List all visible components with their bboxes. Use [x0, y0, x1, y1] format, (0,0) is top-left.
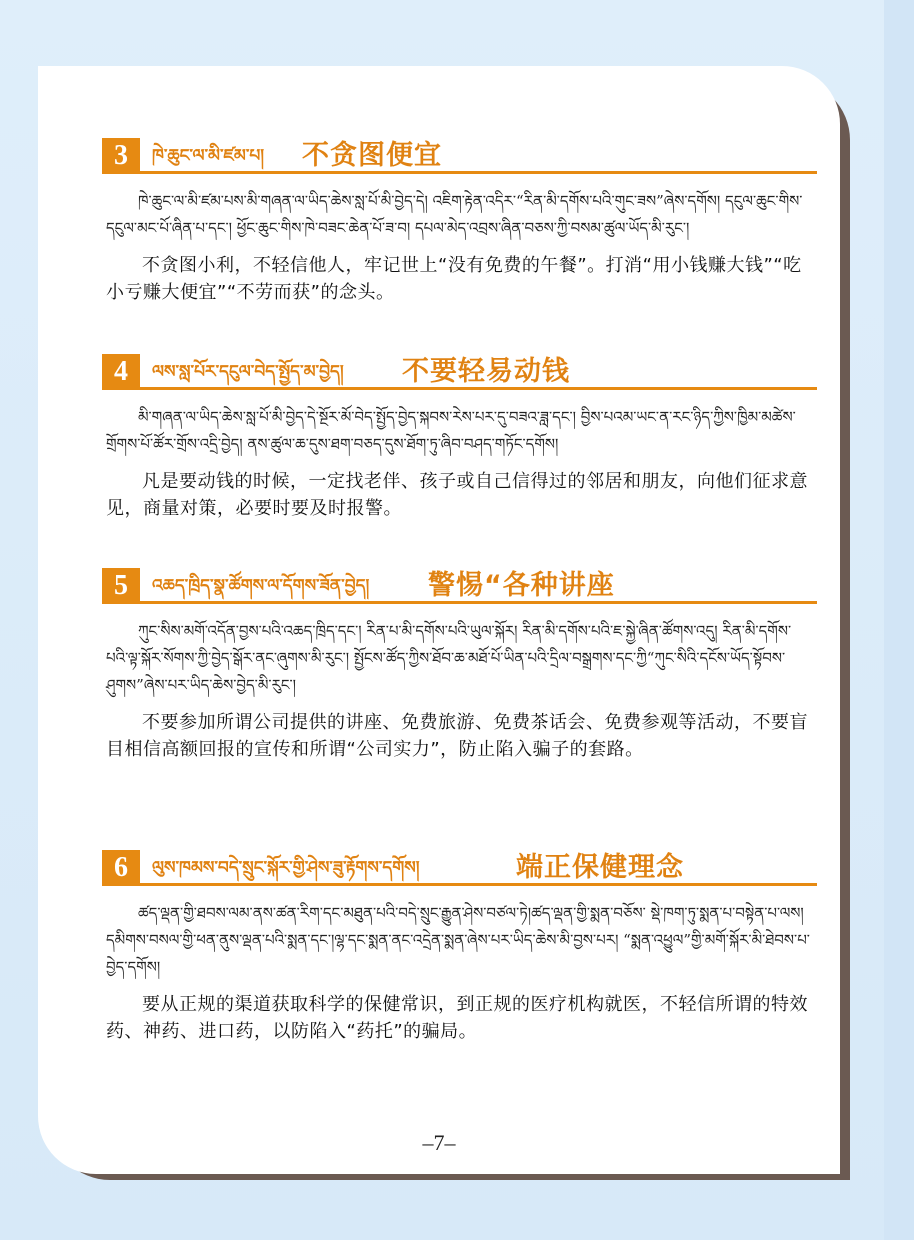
chinese-paragraph: 要从正规的渠道获取科学的保健常识，到正规的医疗机构就医，不轻信所谓的特效药、神药、进口药，以防陷入“药托”的骗局。: [106, 994, 808, 1042]
section-number: 3: [102, 138, 140, 172]
chinese-paragraph: 不要参加所谓公司提供的讲座、免费旅游、免费茶话会、免费参观等活动，不要盲目相信高额回报的宣传和所谓“公司实力”，防止陷入骗子的套路。: [106, 712, 808, 760]
page: [38, 66, 840, 1174]
chinese-paragraph: 凡是要动钱的时候，一定找老伴、孩子或自己信得过的邻居和朋友，向他们征求意见，商量对策，必要时要及时报警。: [106, 471, 808, 519]
chinese-title: 不要轻易动钱: [402, 356, 570, 387]
section-5: [102, 564, 817, 763]
chinese-title: 端正保健理念: [516, 852, 684, 883]
section-number: 6: [102, 850, 140, 884]
heading-rule: [102, 601, 817, 604]
section-4: [102, 350, 817, 522]
tibetan-paragraph: ཚད་ལྡན་གྱི་ཐབས་ལམ་ནས་ཚན་རིག་དང་མཐུན་པའི་བདེ་སྲུང་རྒྱུན་ཤེས་བཙལ་ཏེ།ཚད་ལྡན་གྱི་སྨན་བཅོས་ སྡེ་ཁག་ཏུ་སྨན་པ་བསྟེན་པ་ལས།དམིགས་བསལ་གྱི་ཕན་ནུས་ལྡན་པའི་སྨན་དང་།ལྷ་དང་སྨན་ནང་འདྲེན་སྨན་ཞེས་པར་ཡིད་ཆེས་མི་བྱས་པར། “སྨན་འཕྱུལ”གྱི་མགོ་སྐོར་མི་ཐེབས་པ་བྱེད་དགོས།: [106, 904, 810, 976]
section-6: [102, 846, 817, 1045]
section-number: 4: [102, 354, 140, 388]
section-heading: [102, 134, 817, 174]
chinese-title: 警惕“各种讲座: [428, 570, 615, 601]
section-3: [102, 134, 817, 306]
section-number: 5: [102, 568, 140, 602]
tibetan-title: ཁེ་ཆུང་ལ་མི་ཛམ་པ།: [152, 146, 265, 166]
heading-rule: [102, 171, 817, 174]
chinese-title: 不贪图便宜: [302, 140, 442, 171]
tibetan-title: ལུས་ཁམས་བདེ་སྲུང་སྐོར་གྱི་ཤེས་ཟུ་རྟོགས་དགོས།: [152, 858, 420, 878]
heading-rule: [102, 387, 817, 390]
tibetan-title: འཆད་ཁྲིད་སྣ་ཚོགས་ལ་དོགས་ཟོན་བྱེད།: [152, 576, 370, 596]
tibetan-paragraph: ཀུང་སིས་མགོ་འདོན་བྱས་པའི་འཆད་ཁྲིད་དང་། རིན་པ་མི་དགོས་པའི་ཡུལ་སྐོར། རིན་མི་དགོས་པའི་ཇ་སྐྱེ་ཞིན་ཚོགས་འདུ། རིན་མི་དགོས་པའི་ལྟ་སྐོར་སོགས་ཀྱི་བྱེད་སྒོར་ནང་ཞུགས་མི་རུང་། སྤྱོངས་ཚོད་ཀྱིས་ཐོབ་ཆ་མཐོ་པོ་ཡིན་པའི་དྲིལ་བསྒྲགས་དང་ཀྱི“ཀུང་སིའི་དངོས་ཡོད་སྟོབས་ཤུགས”ཞེས་པར་ཡིད་ཆེས་བྱེད་མི་རུང་།: [106, 622, 792, 694]
tibetan-paragraph: ཁེ་ཆུང་ལ་མི་ཛམ་པས་མི་གཞན་ལ་ཡིད་ཆེས་སླ་པོ་མི་བྱེད་དེ། འཇིག་རྟེན་འདིར་“རིན་མི་དགོས་པའི་གུང་ཟས”ཞེས་དགོས། དངུལ་ཆུང་གིས་དངུལ་མང་པོ་ཞིན་པ་དང་། ཕྱོང་ཆུང་གིས་ཁེ་བཟང་ཆེན་པོ་ཟ་བ། དཔལ་མེད་འབྲས་ཞིན་བཅས་ཀྱི་བསམ་ཚུལ་ཡོད་མི་རུང་།: [106, 192, 803, 237]
section-heading: [102, 846, 817, 886]
tibetan-paragraph: མི་གཞན་ལ་ཡིད་ཆེས་སླ་པོ་མི་བྱེད་དེ་སྔོར་མོ་བེད་སྤྱོད་བྱེད་སྐབས་རེས་པར་དུ་བཟའ་ཟླ་དང་། བྱིས་པའམ་ཡང་ན་རང་ཉིད་ཀྱིས་ཁྱིམ་མཚེས་གྲོགས་པོ་ཚོར་གྲོས་འདྲི་བྱེད། ནས་ཚུལ་ཆ་དུས་ཐག་བཅད་དུས་ཐོག་ཏུ་ཞིབ་བཤད་གཏོང་དགོས།: [106, 408, 796, 453]
section-heading: [102, 350, 817, 390]
page-number: –7–: [422, 1130, 456, 1155]
chinese-paragraph: 不贪图小利，不轻信他人，牢记世上“没有免费的午餐”。打消“用小钱赚大钱”“吃小亏赚大便宜”“不劳而获”的念头。: [106, 255, 802, 303]
heading-rule: [102, 883, 817, 886]
background-strip: [884, 0, 914, 1240]
tibetan-title: ལས་སླ་པོར་དངུལ་བེད་སྤྱོད་མ་བྱེད།: [152, 362, 344, 382]
section-heading: [102, 564, 817, 604]
